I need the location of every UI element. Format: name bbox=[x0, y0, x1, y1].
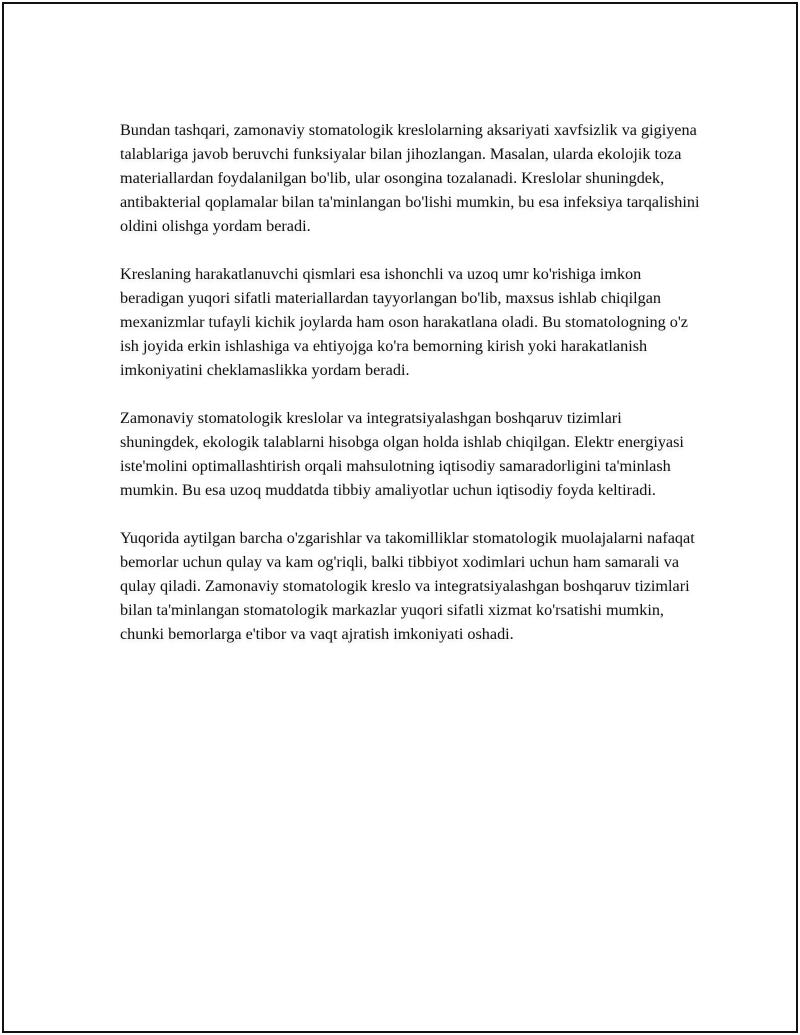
paragraph-1: Bundan tashqari, zamonaviy stomatologik kreslolarning aksariyati xavfsizlik va gigiyena talablariga javob beruvchi funksiyalar bilan jihozlangan. Masalan, ularda ekolojik toza materiallardan foydalanilgan bo'lib, ular osongina tozalanadi. Kreslolar shuningdek, antibakterial qoplamalar bilan ta'minlangan bo'lishi mumkin, bu esa infeksiya tarqalishini oldini olishga yordam beradi. bbox=[120, 121, 700, 235]
paragraph-4: Yuqorida aytilgan barcha o'zgarishlar va takomilliklar stomatologik muolajalarni nafaqat bemorlar uchun qulay va kam og'riqli, balki tibbiyot xodimlari uchun ham samarali va qulay qiladi. Zamonaviy stomatologik kreslo va integratsiyalashgan boshqaruv tizimlari bilan ta'minlangan stomatologik markazlar yuqori sifatli xizmat ko'rsatishi mumkin, chunki bemorlarga e'tibor va vaqt ajratish imkoniyati oshadi. bbox=[120, 529, 695, 643]
document-body bbox=[120, 118, 700, 670]
paragraph-2: Kreslaning harakatlanuvchi qismlari esa ishonchli va uzoq umr ko'rishiga imkon beradigan yuqori sifatli materiallardan tayyorlangan bo'lib, maxsus ishlab chiqilgan mexanizmlar tufayli kichik joylarda ham oson harakatlana oladi. Bu stomatologning o'z ish joyida erkin ishlashiga va ehtiyojga ko'ra bemorning kirish yoki harakatlanish imkoniyatini cheklamaslikka yordam beradi. bbox=[120, 265, 688, 379]
paragraph-3: Zamonaviy stomatologik kreslolar va integratsiyalashgan boshqaruv tizimlari shuningdek, ekologik talablarni hisobga olgan holda ishlab chiqilgan. Elektr energiyasi iste'molini optimallashtirish orqali mahsulotning iqtisodiy samaradorligini ta'minlash mumkin. Bu esa uzoq muddatda tibbiy amaliyotlar uchun iqtisodiy foyda keltiradi. bbox=[120, 409, 684, 499]
document-page bbox=[2, 2, 798, 1033]
